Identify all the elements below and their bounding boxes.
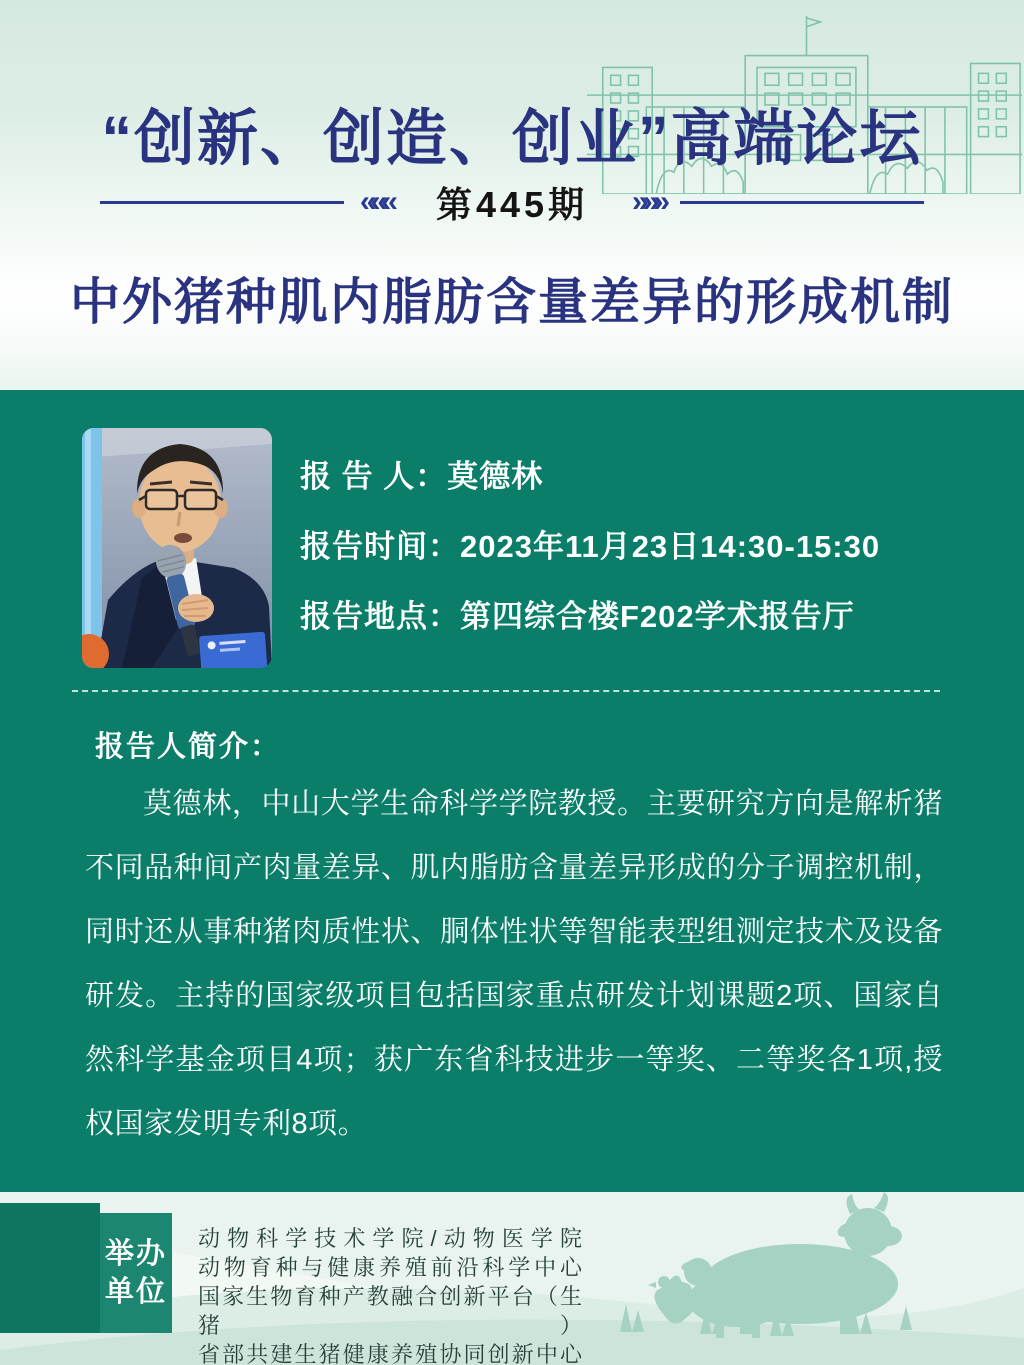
organizer-item: 动物育种与健康养殖前沿科学中心 [198, 1255, 582, 1280]
lecture-time-label: 报告时间： [300, 528, 460, 564]
bio-heading: 报告人简介： [95, 731, 282, 763]
issue-left-line [100, 201, 344, 204]
lecture-venue-label: 报告地点： [300, 598, 460, 634]
lecture-venue-row [300, 578, 960, 648]
main-panel [0, 390, 1024, 1192]
left-chevrons-icon: ««« [359, 185, 392, 218]
issue-number: 第445期 [435, 183, 589, 225]
organizer-item: 动物科学技术学院/动物医学院 [198, 1226, 582, 1251]
lecture-venue-value: 第四综合楼F202学术报告厅 [460, 598, 855, 634]
footer-section [0, 1192, 1024, 1365]
bio-text: 莫德林，中山大学生命科学学院教授。主要研究方向是解析猪不同品种间产肉量差异、肌内脂肪含量差异形成的分子调控机制，同时还从事种猪肉质性状、胴体性状等智能表型组测定技术及设备研发。主持的国家级项目包括国家重点研发计划课题2项、国家自然科学基金项目4项；获广东省科技进步一等奖、二等奖各1项,授权国家发明专利8项。 [85, 788, 943, 1140]
organizer-label [100, 1213, 172, 1333]
forum-title: “创新、创造、创业”高端论坛 [101, 104, 923, 172]
dashed-divider [72, 690, 940, 692]
organizer-item: 国家生物育种产教融合创新平台（生猪） [198, 1284, 582, 1338]
issue-right-line [680, 201, 924, 204]
right-chevrons-icon: »»» [632, 185, 665, 218]
lecture-title: 中外猪种肌内脂肪含量差异的形成机制 [70, 274, 954, 330]
speaker-photo [82, 428, 272, 668]
organizer-label-line2: 单位 [104, 1276, 167, 1308]
speaker-name-label: 报 告 人： [300, 458, 448, 494]
speaker-info [300, 438, 960, 648]
organizer-list [198, 1224, 582, 1365]
speaker-name-value: 莫德林 [447, 458, 544, 494]
issue-row [100, 180, 924, 224]
header-section [0, 0, 1024, 390]
lecture-time-value: 2023年11月23日14:30-15:30 [460, 528, 881, 564]
speaker-name-row [300, 438, 960, 508]
organizer-label-line1: 举办 [104, 1238, 167, 1270]
organizer-item: 省部共建生猪健康养殖协同创新中心 [198, 1342, 582, 1365]
footer-accent-block [0, 1203, 100, 1333]
lecture-time-row [300, 508, 960, 578]
